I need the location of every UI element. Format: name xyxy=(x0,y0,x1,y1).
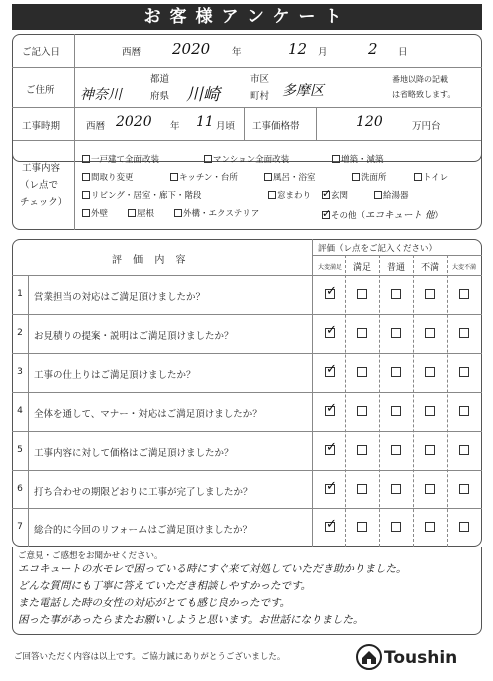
rating-checkbox[interactable] xyxy=(425,367,435,377)
checkbox[interactable] xyxy=(374,191,382,199)
address-pref-unit-2: 府県 xyxy=(150,91,170,102)
work-option[interactable] xyxy=(414,171,448,183)
question-number: 3 xyxy=(17,366,23,377)
rating-checkbox[interactable] xyxy=(391,522,401,532)
question-number: 5 xyxy=(17,444,23,455)
work-option[interactable] xyxy=(268,189,311,201)
rating-checkbox[interactable] xyxy=(357,328,367,338)
survey-header: 評 価 内 容 xyxy=(112,255,190,266)
question-number: 4 xyxy=(17,405,23,416)
rating-checkbox[interactable] xyxy=(391,445,401,455)
logo-text: Toushin xyxy=(384,648,458,668)
work-option-label: 窓まわり xyxy=(277,191,312,201)
date-era-label: 西暦 xyxy=(122,47,142,58)
work-option[interactable] xyxy=(82,189,201,201)
rating-checkbox[interactable] xyxy=(425,328,435,338)
checkbox[interactable] xyxy=(82,191,90,199)
rating-checkbox[interactable] xyxy=(357,445,367,455)
rating-checkbox[interactable] xyxy=(459,328,469,338)
comment-line[interactable]: エコキュートの水モレで困っている時にすぐ来て対処していただき助かりました。 xyxy=(18,563,407,575)
work-option[interactable] xyxy=(170,171,238,183)
address-note-1: 番地以降の記載 xyxy=(392,75,448,84)
address-city-unit-2: 町村 xyxy=(250,91,270,102)
survey-table xyxy=(12,239,482,547)
address-pref-value[interactable]: 神奈川 xyxy=(80,87,122,103)
rating-column-header: 普通 xyxy=(386,263,405,273)
question-text: 営業担当の対応はご満足頂けましたか？ xyxy=(34,292,206,303)
checkbox[interactable] xyxy=(82,155,90,163)
rating-checkbox[interactable] xyxy=(325,484,335,494)
price-value[interactable]: 120 xyxy=(356,114,383,130)
comment-line[interactable]: 困った事があったらまたお願いしようと思います。お世話になりました。 xyxy=(18,614,364,626)
work-option[interactable] xyxy=(128,207,154,219)
address-city-value[interactable]: 川崎 xyxy=(186,85,220,105)
rating-checkbox[interactable] xyxy=(357,289,367,299)
rating-checkbox[interactable] xyxy=(357,484,367,494)
comment-line[interactable]: どんな質問にも丁寧に答えていただき相談しやすかったです。 xyxy=(18,580,312,592)
work-option[interactable] xyxy=(264,171,316,183)
question-text: 総合的に今回のリフォームはご満足頂けましたか？ xyxy=(34,525,253,537)
rating-checkbox[interactable] xyxy=(357,406,367,416)
question-text: 全体を通して、マナー・対応はご満足頂けましたか？ xyxy=(34,408,262,420)
work-option-label: リビング・居室・廊下・階段 xyxy=(91,191,202,201)
work-option[interactable] xyxy=(82,207,108,219)
checkbox[interactable] xyxy=(170,173,178,181)
rating-checkbox[interactable] xyxy=(459,522,469,532)
rating-header: 評価（レ点をご記入ください） xyxy=(318,244,438,254)
work-option[interactable] xyxy=(332,153,384,165)
address-note-2: は省略致します。 xyxy=(392,90,456,99)
rating-checkbox[interactable] xyxy=(357,367,367,377)
work-option[interactable] xyxy=(374,189,409,201)
checkbox[interactable] xyxy=(264,173,272,181)
checkbox[interactable] xyxy=(332,155,340,163)
rating-checkbox[interactable] xyxy=(325,445,335,455)
rating-checkbox[interactable] xyxy=(459,445,469,455)
checkbox[interactable] xyxy=(322,211,330,219)
question-number: 6 xyxy=(17,483,23,494)
work-option-label: 洗面所 xyxy=(361,173,387,183)
rating-checkbox[interactable] xyxy=(425,289,435,299)
work-option[interactable] xyxy=(322,207,443,221)
work-option-label: トイレ xyxy=(423,173,449,183)
work-option-label: 増築・減築 xyxy=(341,155,384,165)
work-option[interactable] xyxy=(174,207,259,219)
work-label-1: 工事内容 xyxy=(22,163,61,174)
date-day-value[interactable]: 2 xyxy=(368,40,378,58)
date-label: ご記入日 xyxy=(22,47,61,58)
date-month-unit: 月 xyxy=(318,47,328,58)
checkbox[interactable] xyxy=(82,173,90,181)
rating-checkbox[interactable] xyxy=(325,406,335,416)
work-option-label: マンション全面改装 xyxy=(213,155,290,165)
rating-checkbox[interactable] xyxy=(391,328,401,338)
work-option-label: 給湯器 xyxy=(383,191,409,201)
question-text: 打ち合わせの期限どおりに工事が完了しましたか？ xyxy=(34,486,253,498)
rating-checkbox[interactable] xyxy=(391,406,401,416)
work-option[interactable] xyxy=(82,153,159,165)
rating-checkbox[interactable] xyxy=(391,367,401,377)
question-text: 工事の仕上りはご満足頂けましたか？ xyxy=(34,369,196,381)
rating-checkbox[interactable] xyxy=(425,445,435,455)
rating-checkbox[interactable] xyxy=(325,367,335,377)
work-option-label: その他（ xyxy=(331,211,366,221)
rating-checkbox[interactable] xyxy=(391,289,401,299)
work-option-label: 玄関 xyxy=(331,191,349,201)
period-month-value[interactable]: 11 xyxy=(196,114,214,130)
price-label: 工事価格帯 xyxy=(252,121,300,132)
checkbox[interactable] xyxy=(352,173,360,181)
work-option[interactable] xyxy=(82,171,134,183)
checkbox[interactable] xyxy=(128,209,136,217)
address-pref-unit-1: 都道 xyxy=(150,74,170,85)
rating-checkbox[interactable] xyxy=(425,522,435,532)
date-month-value[interactable]: 12 xyxy=(288,40,308,58)
date-day-unit: 日 xyxy=(398,47,408,58)
question-number: 2 xyxy=(17,327,23,338)
question-text: 工事内容に対して価格はご満足頂けましたか？ xyxy=(34,447,234,459)
rating-checkbox[interactable] xyxy=(391,484,401,494)
period-year-unit: 年 xyxy=(170,121,180,132)
work-option-label: 一戸建て全面改装 xyxy=(91,155,160,165)
work-option[interactable] xyxy=(322,189,348,201)
date-year-unit: 年 xyxy=(232,47,242,58)
comments-prompt: ご意見・ご感想をお聞かせください。 xyxy=(18,551,163,561)
work-option[interactable] xyxy=(204,153,289,165)
rating-checkbox[interactable] xyxy=(325,328,335,338)
work-option[interactable] xyxy=(352,171,387,183)
rating-checkbox[interactable] xyxy=(357,522,367,532)
rating-column-header: 満足 xyxy=(352,263,371,273)
checkbox[interactable] xyxy=(204,155,212,163)
work-label-2: （レ点で xyxy=(20,180,59,191)
checkbox[interactable] xyxy=(322,191,330,199)
checkbox[interactable] xyxy=(268,191,276,199)
rating-checkbox[interactable] xyxy=(425,406,435,416)
work-label-3: チェック） xyxy=(20,197,68,208)
checkbox[interactable] xyxy=(82,209,90,217)
work-other-value[interactable]: エコキュート 他 xyxy=(365,210,435,221)
work-option-label: 外壁 xyxy=(91,209,109,219)
work-option-label: 風呂・浴室 xyxy=(273,173,316,183)
period-month-unit: 月頃 xyxy=(216,121,236,132)
rating-checkbox[interactable] xyxy=(459,367,469,377)
period-label: 工事時期 xyxy=(22,121,61,132)
price-unit: 万円台 xyxy=(412,121,441,132)
rating-checkbox[interactable] xyxy=(459,484,469,494)
work-option-label: 屋根 xyxy=(137,209,155,219)
period-year-value[interactable]: 2020 xyxy=(116,114,152,130)
rating-column-header: 大変満足 xyxy=(317,264,342,271)
rating-checkbox[interactable] xyxy=(459,406,469,416)
work-option-label: 間取り変更 xyxy=(91,173,134,183)
house-icon xyxy=(356,644,382,670)
work-option-label: 外構・エクステリア xyxy=(183,209,260,219)
date-year-value[interactable]: 2020 xyxy=(172,40,211,58)
checkbox[interactable] xyxy=(414,173,422,181)
checkbox[interactable] xyxy=(174,209,182,217)
rating-column-header: 不満 xyxy=(420,263,439,273)
comment-line[interactable]: また電話した時の女性の対応がとても感じ良かったです。 xyxy=(18,597,291,609)
address-label: ご住所 xyxy=(26,85,55,96)
question-text: お見積りの提案・説明はご満足頂けましたか？ xyxy=(34,330,234,342)
company-logo xyxy=(356,644,480,672)
rating-column-header: 大変不満 xyxy=(451,264,476,271)
address-city-unit-1: 市区 xyxy=(250,74,270,85)
work-other-close: ） xyxy=(434,211,444,221)
form-title: お客様アンケート xyxy=(12,4,482,30)
footer-text: ご回答いただく内容は以上です。ご協力誠にありがとうございました。 xyxy=(14,652,286,662)
rating-checkbox[interactable] xyxy=(325,522,335,532)
rating-checkbox[interactable] xyxy=(425,484,435,494)
question-number: 7 xyxy=(17,522,23,533)
work-option-label: キッチン・台所 xyxy=(179,173,238,183)
question-number: 1 xyxy=(17,289,23,299)
address-town-value[interactable]: 多摩区 xyxy=(282,83,324,99)
period-era-label: 西暦 xyxy=(86,121,106,132)
rating-checkbox[interactable] xyxy=(459,289,469,299)
rating-checkbox[interactable] xyxy=(325,289,335,299)
